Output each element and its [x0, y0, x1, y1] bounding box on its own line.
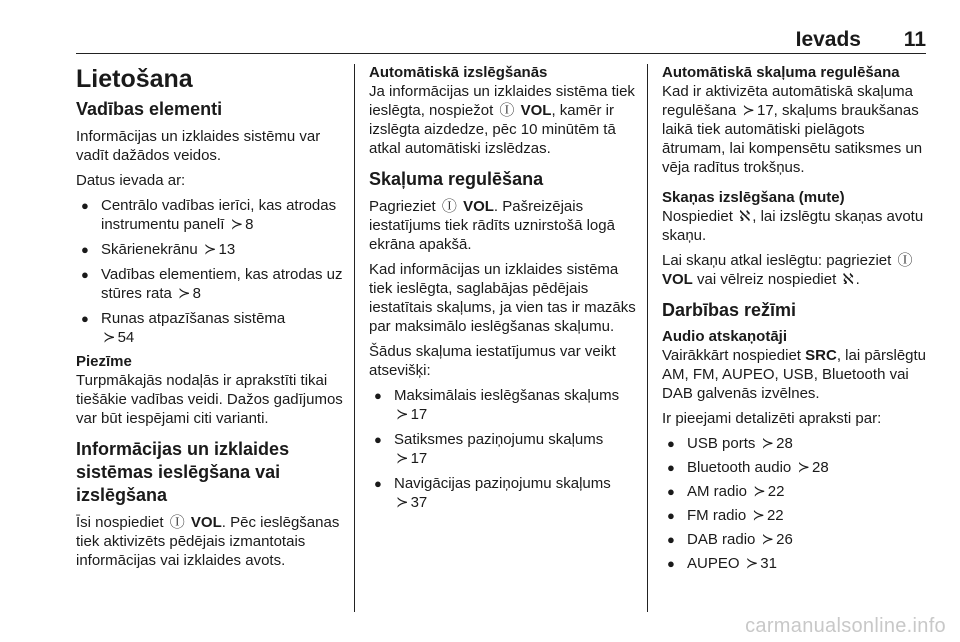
list-item: ● Vadības elementiem, kas atrodas uz stūres rata ≻ 8 — [76, 265, 348, 303]
list-item: ● Centrālo vadības ierīci, kas atrodas instrumentu panelī ≻ 8 — [76, 196, 348, 234]
list-item: ● AUPEO ≻ 31 — [662, 554, 928, 573]
page-ref-link[interactable]: 31 — [760, 555, 777, 572]
audio-paragraph-2: Ir pieejami detalizēti apraksti par: — [662, 410, 882, 427]
power-icon: Ⓘ — [499, 102, 515, 119]
mute-paragraph-2: Lai skaņu atkal ieslēgtu: pagrieziet Ⓘ VOL vai vēlreiz nospiediet ℵ . — [662, 252, 913, 288]
header-rule — [76, 53, 926, 54]
page-ref-link[interactable]: 13 — [218, 241, 236, 258]
note-label: Piezīme — [76, 353, 132, 370]
column-middle — [369, 64, 639, 518]
mute-heading: Skaņas izslēgšana (mute) — [662, 189, 845, 206]
page-ref-link[interactable]: 28 — [812, 459, 829, 476]
mute-icon: ℵ — [739, 208, 751, 225]
page-ref-link[interactable]: 22 — [766, 507, 784, 524]
vol-knob-label: VOL — [520, 102, 552, 119]
page-ref-link[interactable]: 17 — [756, 102, 774, 119]
vol-knob-label: VOL — [463, 198, 494, 215]
page-ref-arrow-icon: ≻ — [203, 241, 217, 258]
volume-paragraph-2: Kad informācijas un izklaides sistēma tiek ieslēgta, saglabājas pēdējais iestatītais skaļums, ja vien tas ir mazāks par maksimālo ieslēgšanas skaļumu. — [369, 261, 636, 335]
page-ref-arrow-icon: ≻ — [178, 285, 191, 302]
page-ref-arrow-icon: ≻ — [396, 494, 409, 511]
list-item: ● FM radio ≻ 22 — [662, 506, 928, 525]
audio-sources-list — [662, 434, 928, 573]
page-ref-arrow-icon: ≻ — [761, 435, 775, 452]
page-ref-arrow-icon: ≻ — [745, 555, 759, 572]
volume-paragraph-3: Šādus skaļuma iestatījumus var veikt atsevišķi: — [369, 343, 616, 379]
page-ref-arrow-icon: ≻ — [797, 459, 811, 476]
page-ref-link[interactable]: 17 — [410, 450, 428, 467]
vol-knob-label: VOL — [190, 514, 222, 531]
controls-heading: Vadības elementi — [76, 99, 223, 119]
page-number: 11 — [903, 28, 926, 51]
list-item: ● USB ports ≻ 28 — [662, 434, 928, 453]
list-item: ● Navigācijas paziņojumu skaļums ≻ 37 — [369, 474, 639, 512]
page-ref-arrow-icon: ≻ — [752, 507, 765, 524]
list-item: ● AM radio ≻ 22 — [662, 482, 928, 501]
audio-players-heading: Audio atskaņotāji — [662, 328, 788, 345]
page-ref-link[interactable]: 26 — [776, 531, 793, 548]
audio-paragraph-1: Vairākkārt nospiediet SRC, lai pārslēgtu AM, FM, AUPEO, USB, Bluetooth vai DAB galvenās izvēlnes. — [662, 347, 927, 402]
page-ref-link[interactable]: 54 — [117, 329, 135, 346]
note-text: Turpmākajās nodaļās ir aprakstīti tikai tiešākie vadības veidi. Dažos gadījumos var būt iespējami citi varianti. — [76, 372, 343, 427]
src-button-label: SRC — [805, 347, 837, 364]
page-header — [76, 28, 926, 52]
page-ref-link[interactable]: 17 — [410, 406, 428, 423]
power-icon: Ⓘ — [169, 514, 185, 531]
column-divider-left — [354, 64, 355, 612]
auto-off-paragraph: Ja informācijas un izklaides sistēma tiek ieslēgta, nospiežot Ⓘ VOL, kamēr ir izslēgta aizdedze, pēc 10 minūtēm tā atkal automātiski izslēdzas. — [369, 83, 635, 157]
list-item: ● Bluetooth audio ≻ 28 — [662, 458, 928, 477]
volume-heading: Skaļuma regulēšana — [369, 169, 544, 189]
vol-knob-label: VOL — [662, 271, 693, 288]
list-item: ● Skārienekrānu ≻ 13 — [76, 240, 348, 259]
page-ref-arrow-icon: ≻ — [396, 450, 409, 467]
volume-settings-list — [369, 386, 639, 512]
power-icon: Ⓘ — [897, 252, 913, 269]
auto-off-heading: Automātiskā izslēgšanās — [369, 64, 548, 81]
column-right — [662, 64, 928, 579]
column-divider-right — [647, 64, 648, 612]
list-item: ● Satiksmes paziņojumu skaļums ≻ 17 — [369, 430, 639, 468]
page-ref-arrow-icon: ≻ — [761, 531, 775, 548]
power-heading: Informācijas un izklaides sistēmas ieslēgšana vai izslēgšana — [76, 439, 290, 505]
page-ref-arrow-icon: ≻ — [742, 102, 755, 119]
modes-heading: Darbības režīmi — [662, 300, 797, 320]
power-paragraph: Īsi nospiediet Ⓘ VOL. Pēc ieslēgšanas tiek aktivizēts pēdējais izmantotais informācijas vai izklaides avots. — [76, 514, 340, 569]
page-ref-link[interactable]: 28 — [776, 435, 793, 452]
list-item: ● DAB radio ≻ 26 — [662, 530, 928, 549]
auto-volume-paragraph: Kad ir aktivizēta automātiskā skaļuma regulēšana ≻ 17, skaļums braukšanas laikā tiek automātiski pielāgots ātrumam, lai kompensētu satiksmes un vēja radītus trokšņus. — [662, 83, 923, 176]
mute-icon: ℵ — [842, 271, 854, 288]
page-ref-arrow-icon: ≻ — [230, 216, 244, 233]
input-methods-list — [76, 196, 348, 347]
page-ref-link[interactable]: 8 — [192, 285, 201, 302]
page-ref-arrow-icon: ≻ — [753, 483, 766, 500]
power-icon: Ⓘ — [441, 198, 457, 215]
watermark: carmanualsonline.info — [745, 615, 946, 637]
page-ref-link[interactable]: 37 — [410, 494, 428, 511]
list-item: ● Runas atpazīšanas sistēma ≻ 54 — [76, 309, 348, 347]
column-left — [76, 64, 348, 576]
page-ref-arrow-icon: ≻ — [103, 329, 116, 346]
auto-volume-heading: Automātiskā skaļuma regulēšana — [662, 64, 900, 81]
chapter-title: Ievads — [795, 28, 861, 51]
controls-intro: Informācijas un izklaides sistēmu var vadīt dažādos veidos. — [76, 128, 321, 164]
input-intro: Datus ievada ar: — [76, 172, 186, 189]
volume-paragraph-1: Pagrieziet Ⓘ VOL. Pašreizējais iestatījums tiek rādīts uznirstošā logā ekrāna apakšā. — [369, 198, 615, 253]
page-ref-link[interactable]: 22 — [767, 483, 785, 500]
page-ref-link[interactable]: 8 — [245, 216, 254, 233]
page-ref-arrow-icon: ≻ — [396, 406, 409, 423]
mute-paragraph-1: Nospiediet ℵ , lai izslēgtu skaņas avotu skaņu. — [662, 208, 924, 244]
section-title: Lietošana — [76, 65, 193, 93]
list-item: ● Maksimālais ieslēgšanas skaļums ≻ 17 — [369, 386, 639, 424]
